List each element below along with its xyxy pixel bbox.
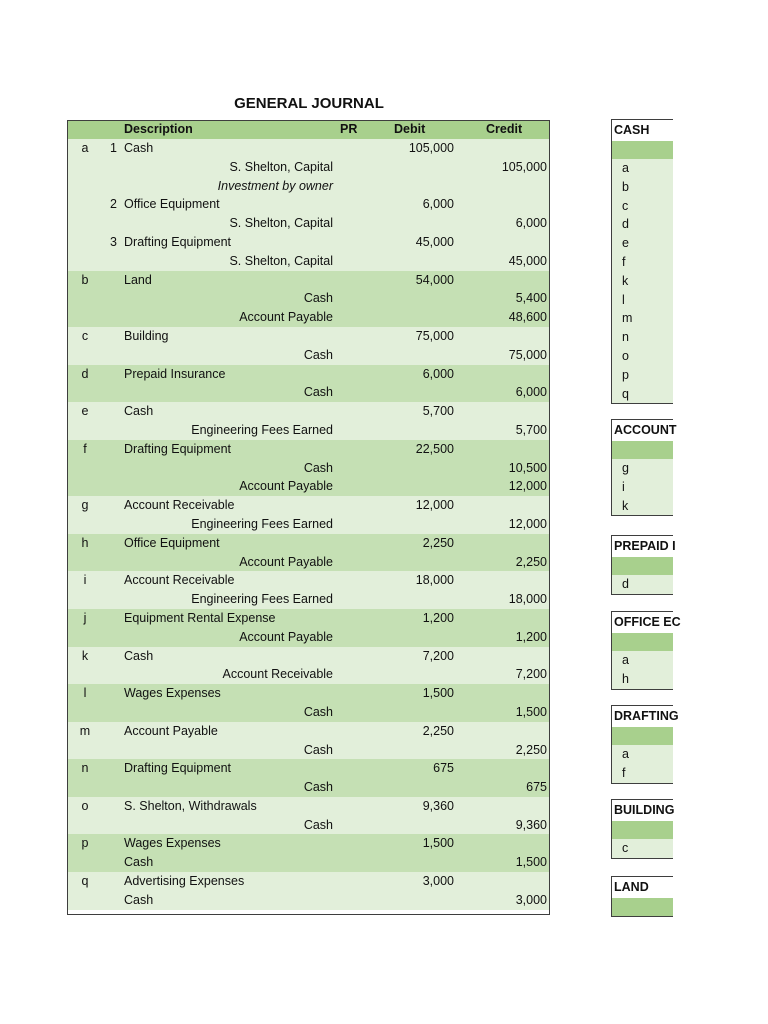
debit-account: Office Equipment	[124, 197, 220, 212]
credit-amount: 6,000	[515, 385, 547, 400]
debit-amount: 75,000	[415, 328, 454, 343]
credit-amount: 1,500	[515, 704, 547, 719]
credit-amount: 1,200	[515, 629, 547, 644]
t-account-entry: m	[622, 311, 633, 326]
entry-letter: a	[81, 141, 89, 155]
journal-row	[68, 346, 549, 365]
t-account-header-band	[612, 727, 673, 745]
journal-row	[68, 365, 549, 384]
t-account	[611, 535, 676, 595]
t-account-title: LAND	[612, 877, 673, 898]
entry-letter: b	[81, 272, 89, 287]
credit-amount: 5,700	[515, 422, 547, 437]
credit-account: Engineering Fees Earned	[191, 592, 333, 607]
journal-row	[68, 628, 549, 647]
journal-row	[68, 797, 549, 816]
t-account-header-band	[612, 821, 673, 839]
debit-amount: 6,000	[422, 197, 454, 212]
journal-row	[68, 609, 549, 628]
debit-amount: 22,500	[415, 441, 454, 456]
t-account-title: ACCOUNT	[612, 420, 673, 441]
entry-number: 2	[110, 197, 117, 212]
journal-row	[68, 590, 549, 609]
credit-account: S. Shelton, Capital	[229, 253, 333, 268]
debit-account: Cash	[124, 141, 154, 155]
t-account-entry: e	[622, 236, 629, 251]
debit-amount: 6,000	[422, 366, 454, 381]
credit-amount: 9,360	[515, 817, 547, 832]
t-account	[611, 419, 677, 516]
debit-amount: 105,000	[408, 141, 454, 155]
pr-header: PR	[340, 122, 358, 136]
debit-amount: 1,500	[422, 836, 454, 851]
credit-header: Credit	[486, 122, 523, 136]
credit-amount: 2,250	[515, 554, 547, 569]
t-account-entry: a	[622, 747, 629, 761]
credit-account: Engineering Fees Earned	[191, 516, 333, 531]
debit-account: Cash	[124, 648, 154, 663]
debit-account: Account Receivable	[124, 498, 235, 513]
entry-letter: k	[81, 648, 89, 663]
debit-account: Account Receivable	[124, 573, 235, 588]
entry-letter: g	[81, 498, 89, 513]
t-account-entry: d	[622, 577, 629, 591]
journal-row	[68, 459, 549, 478]
journal-row	[68, 703, 549, 722]
credit-amount: 1,500	[515, 855, 547, 870]
journal-row	[68, 722, 549, 741]
credit-amount: 10,500	[508, 460, 547, 475]
entry-letter: p	[81, 836, 89, 851]
entry-letter: l	[83, 686, 87, 701]
credit-account: S. Shelton, Capital	[229, 216, 333, 231]
credit-account: Cash	[303, 347, 333, 362]
credit-amount: 18,000	[508, 592, 547, 607]
debit-account: Drafting Equipment	[124, 761, 232, 776]
credit-amount: 48,600	[508, 310, 547, 325]
t-account-entry: o	[622, 348, 629, 363]
t-account-body	[612, 459, 673, 515]
debit-amount: 2,250	[422, 723, 454, 738]
journal-row	[68, 289, 549, 308]
journal-row	[68, 139, 549, 158]
journal-row	[68, 421, 549, 440]
debit-account: Cash	[124, 855, 154, 870]
debit-account: Cash	[124, 404, 154, 419]
t-account-title: DRAFTING	[612, 706, 673, 727]
journal-row	[68, 383, 549, 402]
journal-row	[68, 759, 549, 778]
t-account-title: BUILDING	[612, 800, 673, 821]
credit-account: Cash	[303, 780, 333, 795]
journal-row	[68, 496, 549, 515]
debit-amount: 45,000	[415, 234, 454, 249]
journal-row	[68, 477, 549, 496]
journal-title: GENERAL JOURNAL	[234, 95, 384, 112]
debit-amount: 675	[433, 761, 454, 776]
entry-letter: d	[81, 366, 89, 381]
t-account-header-band	[612, 633, 673, 651]
t-account-body	[612, 159, 673, 403]
debit-account: Prepaid Insurance	[124, 366, 226, 381]
t-account-header-band	[612, 557, 673, 575]
t-account-body	[612, 839, 673, 858]
entry-letter: h	[81, 535, 89, 550]
t-account-title: PREPAID I	[612, 536, 673, 557]
debit-account: Wages Expenses	[124, 836, 221, 851]
debit-account: Wages Expenses	[124, 686, 221, 701]
t-account-entry: i	[622, 479, 625, 494]
t-account-body	[612, 575, 673, 594]
debit-amount: 2,250	[422, 535, 454, 550]
journal-row	[68, 665, 549, 684]
t-account-entry: a	[622, 653, 629, 667]
debit-account: Drafting Equipment	[124, 234, 232, 249]
credit-amount: 5,400	[515, 291, 547, 306]
journal-row	[68, 214, 549, 233]
journal-row	[68, 233, 549, 252]
entry-number: 1	[110, 141, 117, 155]
debit-account: Land	[124, 272, 152, 287]
t-account	[611, 611, 681, 690]
debit-account: Building	[124, 328, 169, 343]
journal-row	[68, 684, 549, 703]
entry-letter: i	[83, 573, 87, 588]
t-account-title: OFFICE EC	[612, 612, 673, 633]
debit-amount: 3,000	[422, 874, 454, 889]
journal-row	[68, 571, 549, 590]
t-account-entry: g	[622, 461, 629, 475]
credit-amount: 675	[526, 780, 547, 795]
credit-account: Cash	[303, 704, 333, 719]
t-account-entry: b	[622, 179, 629, 194]
credit-account: Cash	[303, 742, 333, 757]
credit-account: Cash	[303, 817, 333, 832]
debit-amount: 54,000	[415, 272, 454, 287]
t-account	[611, 799, 673, 859]
credit-account: Cash	[303, 291, 333, 306]
entry-letter: o	[81, 798, 89, 813]
credit-amount: 7,200	[515, 667, 547, 682]
journal-row	[68, 553, 549, 572]
description-header: Description	[124, 122, 193, 136]
credit-amount: 45,000	[508, 253, 547, 268]
credit-account: Account Payable	[239, 629, 333, 644]
t-account-entry: h	[622, 671, 629, 686]
credit-account: Cash	[303, 385, 333, 400]
journal-header-row	[68, 121, 549, 139]
entry-letter: n	[81, 761, 89, 776]
entry-letter: j	[83, 610, 87, 625]
entry-letter: q	[81, 874, 89, 889]
t-account-body	[612, 745, 673, 783]
credit-amount: 3,000	[515, 892, 547, 907]
entry-letter: f	[83, 441, 87, 456]
t-account-entry: c	[622, 841, 629, 855]
debit-account: Account Payable	[124, 723, 218, 738]
journal-row	[68, 816, 549, 835]
debit-header: Debit	[394, 122, 426, 136]
t-account-header-band	[612, 898, 673, 916]
t-account-entry: c	[622, 198, 629, 213]
debit-account: Advertising Expenses	[124, 874, 245, 889]
credit-account: Account Payable	[239, 310, 333, 325]
journal-row	[68, 891, 549, 910]
journal-row	[68, 402, 549, 421]
debit-amount: 5,700	[422, 404, 454, 419]
credit-amount: 12,000	[508, 516, 547, 531]
entry-number: 3	[110, 234, 117, 249]
journal-row	[68, 647, 549, 666]
t-account	[611, 119, 673, 404]
t-account-entry: k	[622, 498, 629, 513]
journal-row	[68, 327, 549, 346]
t-account-entry: d	[622, 217, 629, 232]
journal-body	[68, 139, 549, 910]
debit-account: S. Shelton, Withdrawals	[124, 798, 257, 813]
debit-amount: 1,200	[422, 610, 454, 625]
t-account	[611, 705, 679, 784]
journal-row	[68, 195, 549, 214]
credit-account: Account Payable	[239, 479, 333, 494]
credit-account: Cash	[303, 460, 333, 475]
debit-amount: 7,200	[422, 648, 454, 663]
journal-row	[68, 440, 549, 459]
t-account-entry: f	[622, 765, 626, 780]
debit-amount: 18,000	[415, 573, 454, 588]
t-account-entry: a	[622, 161, 629, 175]
debit-account: Cash	[124, 892, 154, 907]
t-account-entry: k	[622, 273, 629, 288]
entry-letter: c	[81, 328, 89, 343]
t-account-body	[612, 651, 673, 689]
journal-row	[68, 308, 549, 327]
journal-row	[68, 872, 549, 891]
entry-memo: Investment by owner	[217, 178, 333, 193]
t-account-entry: p	[622, 367, 629, 382]
credit-amount: 6,000	[515, 216, 547, 231]
t-account-entry: n	[622, 330, 629, 345]
credit-account: Account Payable	[239, 554, 333, 569]
journal-row	[68, 271, 549, 290]
debit-account: Office Equipment	[124, 535, 220, 550]
credit-account: Account Receivable	[222, 667, 333, 682]
journal-row	[68, 177, 549, 196]
entry-letter: m	[79, 723, 91, 738]
journal-row	[68, 515, 549, 534]
t-account	[611, 876, 673, 917]
debit-amount: 1,500	[422, 686, 454, 701]
journal-row	[68, 853, 549, 872]
journal-row	[68, 534, 549, 553]
journal-row	[68, 252, 549, 271]
t-account-header-band	[612, 441, 673, 459]
credit-account: Engineering Fees Earned	[191, 422, 333, 437]
debit-amount: 12,000	[415, 498, 454, 513]
general-journal-table	[67, 120, 550, 915]
entry-letter: e	[81, 404, 89, 419]
credit-amount: 12,000	[508, 479, 547, 494]
credit-amount: 105,000	[501, 159, 547, 174]
t-account-header-band	[612, 141, 673, 159]
journal-row	[68, 834, 549, 853]
debit-amount: 9,360	[422, 798, 454, 813]
t-account-title: CASH	[612, 120, 673, 141]
credit-amount: 2,250	[515, 742, 547, 757]
t-account-entry: q	[622, 386, 629, 401]
credit-amount: 75,000	[508, 347, 547, 362]
journal-row	[68, 158, 549, 177]
t-account-entry: f	[622, 254, 626, 269]
journal-row	[68, 778, 549, 797]
debit-account: Equipment Rental Expense	[124, 610, 276, 625]
credit-account: S. Shelton, Capital	[229, 159, 333, 174]
debit-account: Drafting Equipment	[124, 441, 232, 456]
t-account-entry: l	[622, 292, 625, 307]
journal-row	[68, 741, 549, 760]
